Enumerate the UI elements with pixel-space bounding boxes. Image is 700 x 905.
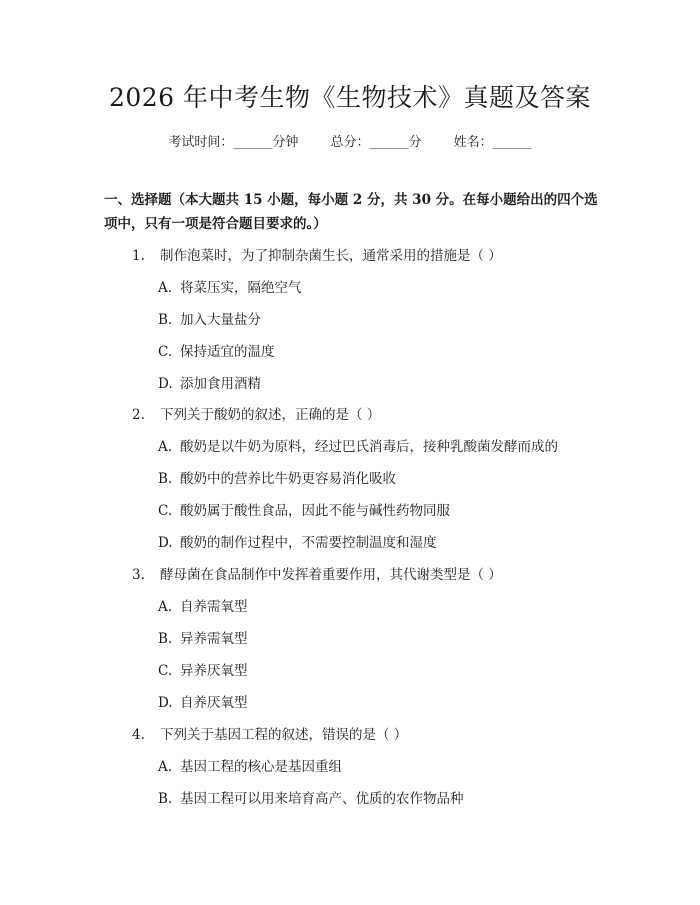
question-stem: 制作泡菜时，为了抑制杂菌生长，通常采用的措施是（ ） — [160, 248, 502, 264]
option-text: 基因工程的核心是基因重组 — [180, 759, 342, 775]
question-stem: 下列关于基因工程的叙述，错误的是（ ） — [160, 727, 408, 743]
question-3-option-d — [158, 691, 248, 711]
question-1-option-d — [158, 372, 261, 392]
option-text: 自养厌氧型 — [180, 695, 248, 711]
option-letter: B. — [158, 312, 173, 328]
option-text: 酸奶属于酸性食品，因此不能与碱性药物同服 — [180, 503, 450, 519]
question-2-option-c — [158, 499, 450, 519]
option-text: 添加食用酒精 — [180, 376, 261, 392]
question-number: 2. — [132, 407, 145, 423]
question-number: 1. — [132, 248, 145, 264]
option-text: 异养需氧型 — [180, 631, 248, 647]
option-letter: A. — [158, 599, 173, 615]
question-2 — [132, 403, 380, 423]
question-number: 3. — [132, 567, 145, 583]
name-field: 姓名：______ — [453, 135, 532, 150]
question-3-option-c — [158, 659, 248, 679]
exam-meta — [0, 131, 700, 150]
question-3 — [132, 563, 502, 583]
option-letter: B. — [158, 631, 173, 647]
option-text: 基因工程可以用来培育高产、优质的农作物品种 — [180, 791, 464, 807]
question-3-option-b — [158, 627, 248, 647]
option-text: 酸奶中的营养比牛奶更容易消化吸收 — [180, 471, 396, 487]
option-text: 加入大量盐分 — [180, 312, 261, 328]
question-3-option-a — [158, 595, 248, 615]
option-text: 将菜压实，隔绝空气 — [180, 280, 302, 296]
question-stem: 下列关于酸奶的叙述，正确的是（ ） — [160, 407, 381, 423]
option-text: 自养需氧型 — [180, 599, 248, 615]
option-letter: C. — [158, 344, 173, 360]
question-2-option-b — [158, 467, 396, 487]
question-1-option-a — [158, 276, 302, 296]
option-letter: A. — [158, 280, 173, 296]
question-1 — [132, 244, 502, 264]
option-letter: D. — [158, 376, 173, 392]
option-text: 酸奶的制作过程中，不需要控制温度和湿度 — [180, 535, 437, 551]
option-letter: A. — [158, 439, 173, 455]
option-text: 保持适宜的温度 — [180, 344, 275, 360]
option-letter: C. — [158, 503, 173, 519]
question-2-option-d — [158, 531, 437, 551]
question-stem: 酵母菌在食品制作中发挥着重要作用，其代谢类型是（ ） — [160, 567, 502, 583]
option-text: 异养厌氧型 — [180, 663, 248, 679]
option-letter: D. — [158, 695, 173, 711]
question-4-option-b — [158, 787, 464, 807]
question-1-option-b — [158, 308, 261, 328]
option-letter: B. — [158, 791, 173, 807]
option-letter: B. — [158, 471, 173, 487]
option-letter: A. — [158, 759, 173, 775]
total-score-field: 总分：______分 — [330, 135, 422, 150]
question-4 — [132, 723, 407, 743]
question-1-option-c — [158, 340, 275, 360]
question-4-option-a — [158, 755, 342, 775]
section-heading: 一、选择题（本大题共 15 小题，每小题 2 分，共 30 分。在每小题给出的四个选项中，只有一项是符合题目要求的。） — [104, 192, 598, 232]
document-title: 2026 年中考生物《生物技术》真题及答案 — [108, 83, 592, 112]
option-letter: C. — [158, 663, 173, 679]
question-2-option-a — [158, 435, 558, 455]
exam-time-field: 考试时间：______分钟 — [168, 135, 299, 150]
option-text: 酸奶是以牛奶为原料，经过巴氏消毒后，接种乳酸菌发酵而成的 — [180, 439, 558, 455]
option-letter: D. — [158, 535, 173, 551]
question-number: 4. — [132, 727, 145, 743]
